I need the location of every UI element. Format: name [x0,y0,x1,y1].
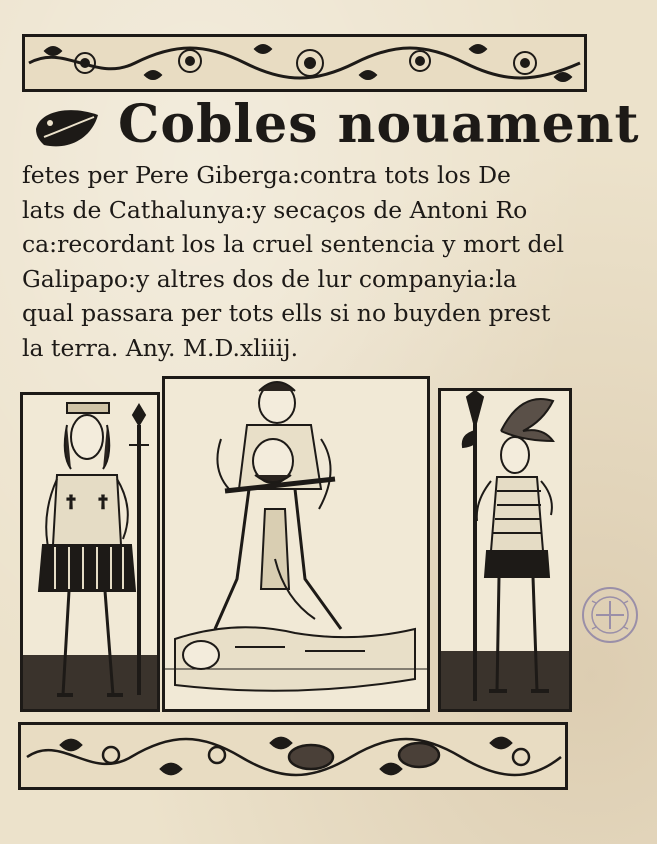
text-line: qual passara per tots ells si no buyden prest [22,299,551,327]
woodcut-right-halberdier [438,388,572,712]
text-line: lats de Cathalunya:y secaços de Antoni Ro [22,195,528,224]
execution-scene-illustration [165,379,427,709]
text-line: ca:recordant los la cruel sentencia y mort del [22,230,565,258]
floral-vine-ornament [25,37,584,89]
title-text: Cobles nouament [118,94,640,155]
top-floral-border [22,34,587,92]
halberdier-figure-illustration [441,391,569,709]
text-line: fetes per Pere Giberga:contra tots los De [22,161,511,189]
svg-text:†: † [67,492,75,511]
nobleman-figure-illustration [23,395,157,709]
leaf-ornament-icon [30,107,104,151]
page-title [30,94,640,155]
woodcut-left-nobleman [20,392,160,712]
body-text-block [22,158,597,365]
text-line: la terra. Any. M.D.xliiij. [22,333,299,362]
grotesque-ornament [21,725,565,787]
text-line: Galipapo:y altres dos de lur companyia:la [22,264,517,293]
library-stamp-icon [580,585,640,645]
bottom-ornamental-border [18,722,568,790]
svg-text:†: † [99,492,107,511]
woodcut-center-execution [162,376,430,712]
